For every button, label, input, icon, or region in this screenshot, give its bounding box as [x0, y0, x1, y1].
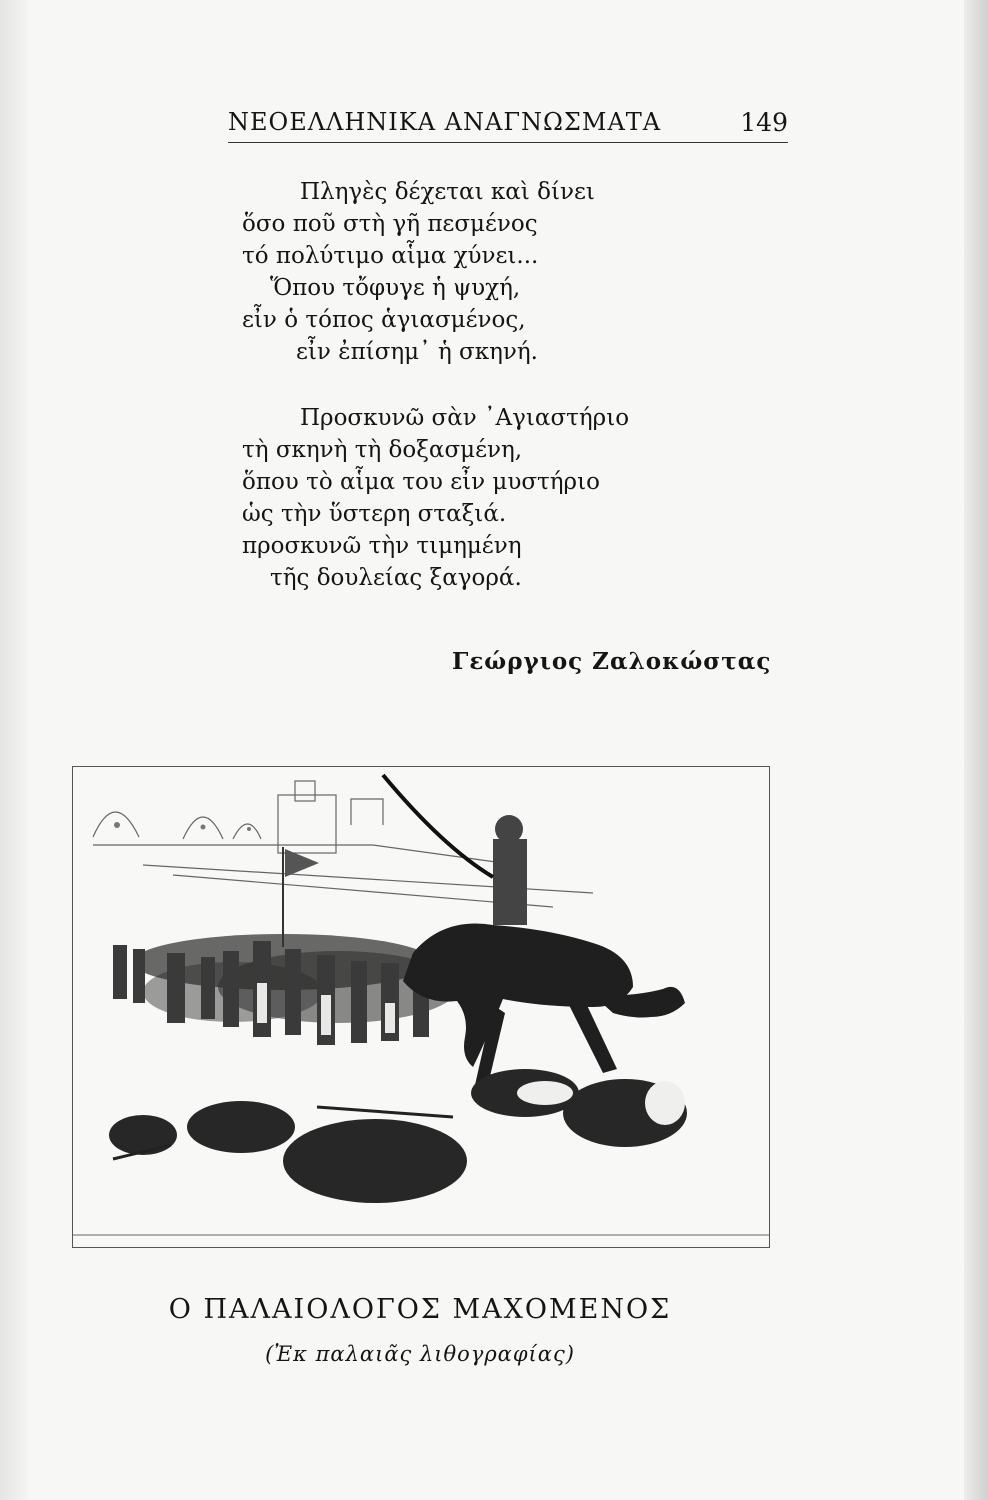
lithograph-illustration	[72, 766, 770, 1248]
page-number: 149	[740, 108, 788, 137]
poem-line: Πληγὲς δέχεται καὶ δίνει	[300, 179, 595, 205]
poem-line: ὡς τὴν ὕστερη σταξιά.	[242, 501, 507, 527]
running-title: ΝΕΟΕΛΛΗΝΙΚΑ ΑΝΑΓΝΩΣΜΑΤΑ	[228, 108, 662, 136]
poem-line: Ὅπου τὄφυγε ἡ ψυχή,	[270, 275, 521, 301]
poem-line: προσκυνῶ τὴν τιμημένη	[242, 533, 522, 559]
figure-subcaption: (Ἐκ παλαιᾶς λιθογραφίας)	[265, 1342, 575, 1366]
poem-line: ὅσο ποῦ στὴ γῆ πεσμένος	[242, 211, 538, 237]
figure-caption: Ο ΠΑΛΑΙΟΛΟΓΟΣ ΜΑΧΟΜΕΝΟΣ	[168, 1294, 672, 1325]
poem-line: Προσκυνῶ σὰν ᾿Αγιαστήριο	[300, 405, 630, 431]
poem-line: τῆς δουλείας ξαγορά.	[270, 565, 522, 591]
poem-line: εἶν ἐπίσημ᾽ ἡ σκηνή.	[296, 339, 538, 365]
poem-line: τό πολύτιμο αἷμα χύνει...	[242, 243, 539, 269]
poem-stanza-2	[242, 402, 762, 594]
poem-stanza-1	[242, 176, 762, 368]
battle-scene-drawing	[73, 767, 769, 1247]
poem-line: εἶν ὁ τόπος ἁγιασμένος,	[242, 307, 526, 333]
poem-line: τὴ σκηνὴ τὴ δοξασμένη,	[242, 437, 523, 463]
poem-line: ὅπου τὸ αἷμα του εἶν μυστήριο	[242, 469, 600, 495]
running-header	[228, 108, 788, 143]
poem-author: Γεώργιος Ζαλοκώστας	[452, 648, 772, 675]
poem	[242, 176, 762, 594]
